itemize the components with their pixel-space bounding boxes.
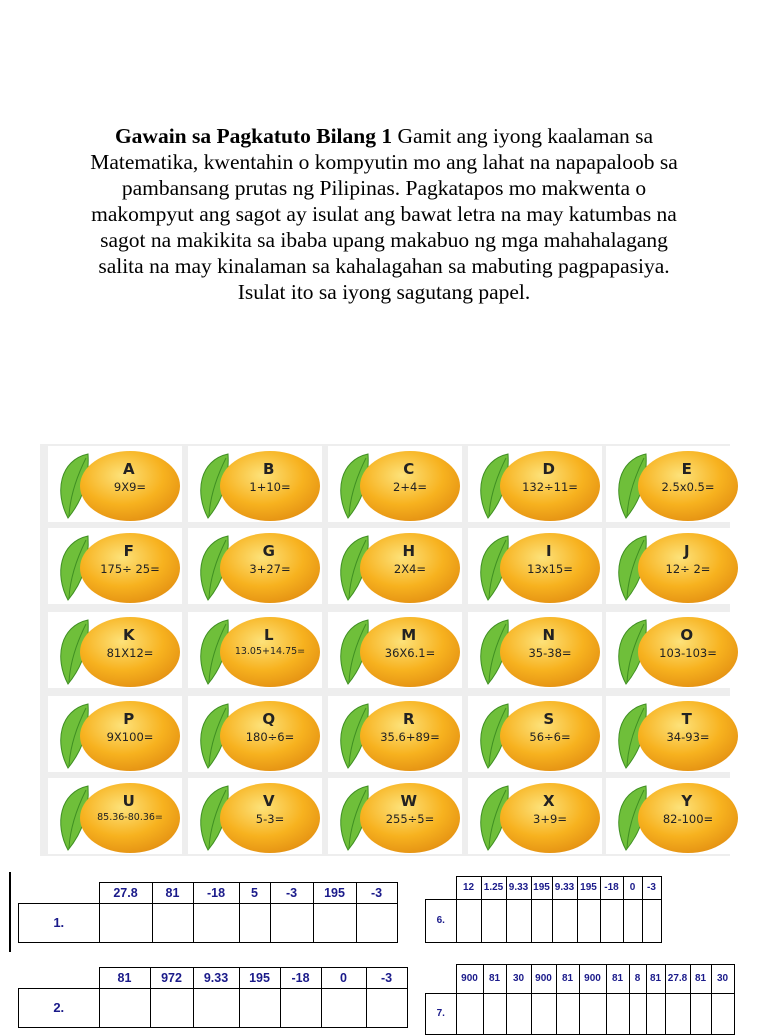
- table-cell: 195: [577, 877, 600, 900]
- mango-expression: 82-100=: [662, 812, 714, 826]
- mango-expression: 5-3=: [255, 812, 285, 826]
- mango-card-a: [48, 446, 182, 522]
- answer-cell[interactable]: [642, 899, 661, 942]
- instructions-body: Gamit ang iyong kaalaman sa Matematika, kwentahin o kompyutin mo ang lahat na napapaloob sa pambansang prutas ng Pilipinas. Pagkatapos mo makwenta o makompyut ang sagot ay isulat ang bawat letra na may katumbas na sagot na makikita sa ibaba upang makabuo ng mga mahahalagang salita na may kinalaman sa kahalagahan sa mabuting pagpapasiya. Isulat ito sa iyong sagutang papel.: [90, 124, 678, 304]
- table-cell: 81: [556, 965, 579, 994]
- answer-cell[interactable]: [690, 993, 711, 1034]
- mango-letter: C: [403, 460, 415, 478]
- mango-card-b: [188, 446, 322, 522]
- answer-cell[interactable]: [556, 993, 579, 1034]
- table-cell: 9.33: [193, 968, 239, 989]
- mango-letter: F: [123, 542, 135, 560]
- mango-expression: 81X12=: [106, 646, 154, 660]
- mango-card-i: [468, 528, 602, 604]
- mango-letter: V: [262, 792, 276, 810]
- table-6-answer-row: [426, 899, 662, 942]
- mango-card-c: [328, 446, 462, 522]
- mango-letter: G: [262, 542, 276, 560]
- answer-cell[interactable]: [152, 903, 193, 942]
- mango-expression: 13.05+14.75=: [234, 646, 306, 657]
- mango-card-q: [188, 696, 322, 772]
- instructions-paragraph: [84, 123, 684, 305]
- mango-expression: 9X100=: [106, 730, 154, 744]
- answer-table-2: [18, 967, 408, 1028]
- mango-letter: J: [683, 542, 691, 560]
- mango-letter: O: [680, 626, 694, 644]
- mango-row: [40, 526, 730, 602]
- mango-expression: 255÷5=: [385, 812, 435, 826]
- table-cell: 30: [711, 965, 734, 994]
- table-2-answer-row: [19, 988, 408, 1027]
- answer-cell[interactable]: [711, 993, 734, 1034]
- table-cell: 12: [456, 877, 481, 900]
- mango-card-k: [48, 612, 182, 688]
- mango-letter: L: [263, 626, 275, 644]
- answer-cell[interactable]: [646, 993, 665, 1034]
- answer-cell[interactable]: [481, 899, 506, 942]
- mango-expression: 2.5x0.5=: [661, 480, 715, 494]
- mango-card-s: [468, 696, 602, 772]
- mango-expression: 2X4=: [393, 562, 427, 576]
- table-cell: -3: [366, 968, 407, 989]
- table-6-label: 6.: [426, 899, 457, 942]
- table-cell: [19, 883, 100, 904]
- mango-card-u: [48, 778, 182, 854]
- table-cell: 81: [483, 965, 506, 994]
- answer-cell[interactable]: [99, 988, 150, 1027]
- table-cell: 9.33: [506, 877, 531, 900]
- mango-expression: 175÷ 25=: [100, 562, 160, 576]
- mango-card-p: [48, 696, 182, 772]
- table-cell: [19, 968, 100, 989]
- mango-card-l: [188, 612, 322, 688]
- answer-cell[interactable]: [270, 903, 313, 942]
- table-cell: 0: [623, 877, 642, 900]
- mango-expression: 103-103=: [659, 646, 717, 660]
- mango-card-w: [328, 778, 462, 854]
- mango-card-y: [606, 778, 740, 854]
- table-cell: -3: [642, 877, 661, 900]
- mango-expression: 34-93=: [666, 730, 710, 744]
- table-1-margin-line: [9, 872, 11, 952]
- table-cell: 900: [579, 965, 606, 994]
- table-cell: 9.33: [552, 877, 577, 900]
- table-cell: 195: [313, 883, 356, 904]
- mango-row: [40, 776, 730, 852]
- answer-cell[interactable]: [239, 903, 270, 942]
- mango-card-n: [468, 612, 602, 688]
- mango-expression: 35.6+89=: [380, 730, 440, 744]
- table-cell: 900: [531, 965, 556, 994]
- answer-cell[interactable]: [193, 988, 239, 1027]
- answer-cell[interactable]: [552, 899, 577, 942]
- mango-expression: 13x15=: [527, 562, 573, 576]
- table-2-label: 2.: [19, 988, 100, 1027]
- table-cell: 195: [531, 877, 552, 900]
- mango-row: [40, 694, 730, 770]
- mango-letter: M: [401, 626, 417, 644]
- mango-letter: U: [122, 792, 136, 810]
- answer-cell[interactable]: [456, 899, 481, 942]
- mango-card-o: [606, 612, 740, 688]
- mango-expression: 85.36-80.36=: [97, 812, 163, 823]
- answer-cell[interactable]: [456, 993, 483, 1034]
- table-1-label: 1.: [19, 903, 100, 942]
- table-cell: 81: [606, 965, 629, 994]
- mango-letter: Q: [262, 710, 276, 728]
- answer-cell[interactable]: [99, 903, 152, 942]
- table-cell: 5: [239, 883, 270, 904]
- mango-expression: 2+4=: [393, 480, 427, 494]
- mango-expression: 36X6.1=: [384, 646, 436, 660]
- answer-cell[interactable]: [506, 899, 531, 942]
- mango-card-e: [606, 446, 740, 522]
- mango-letter: W: [400, 792, 418, 810]
- table-cell: -18: [193, 883, 239, 904]
- table-cell: 195: [239, 968, 280, 989]
- mango-expression: 56÷6=: [529, 730, 571, 744]
- mango-letter: T: [681, 710, 693, 728]
- table-cell: 8: [629, 965, 646, 994]
- mango-expression: 35-38=: [528, 646, 572, 660]
- mango-row: [40, 444, 730, 520]
- mango-expression: 1+10=: [249, 480, 291, 494]
- mango-expression: 132÷11=: [522, 480, 578, 494]
- table-cell: [426, 877, 457, 900]
- answer-cell[interactable]: [280, 988, 321, 1027]
- mango-letter: I: [545, 542, 553, 560]
- mango-card-m: [328, 612, 462, 688]
- mango-letter: H: [402, 542, 416, 560]
- answer-cell[interactable]: [579, 993, 606, 1034]
- mango-letter: B: [263, 460, 275, 478]
- table-7-label: 7.: [426, 993, 457, 1034]
- answer-cell[interactable]: [629, 993, 646, 1034]
- answer-cell[interactable]: [150, 988, 193, 1027]
- answer-table-1: [18, 882, 398, 943]
- table-cell: 81: [646, 965, 665, 994]
- mango-card-g: [188, 528, 322, 604]
- answer-cell[interactable]: [193, 903, 239, 942]
- answer-cell[interactable]: [665, 993, 690, 1034]
- table-1-answer-row: [19, 903, 398, 942]
- answer-cell[interactable]: [239, 988, 280, 1027]
- answer-cell[interactable]: [531, 899, 552, 942]
- answer-cell[interactable]: [577, 899, 600, 942]
- table-cell: 27.8: [665, 965, 690, 994]
- answer-cell[interactable]: [321, 988, 366, 1027]
- mango-card-j: [606, 528, 740, 604]
- mango-row: [40, 610, 730, 686]
- table-cell: 27.8: [99, 883, 152, 904]
- mango-card-f: [48, 528, 182, 604]
- answer-cell[interactable]: [506, 993, 531, 1034]
- answer-cell[interactable]: [600, 899, 623, 942]
- table-cell: -18: [600, 877, 623, 900]
- mango-letter: P: [123, 710, 135, 728]
- table-2-values-row: [19, 968, 408, 989]
- mango-letter: D: [542, 460, 556, 478]
- answer-cell[interactable]: [606, 993, 629, 1034]
- mango-expression: 3+27=: [249, 562, 291, 576]
- mango-expression: 9X9=: [113, 480, 147, 494]
- mango-letter: R: [402, 710, 416, 728]
- mango-card-d: [468, 446, 602, 522]
- answer-cell[interactable]: [531, 993, 556, 1034]
- table-1-values-row: [19, 883, 398, 904]
- mango-letter: N: [542, 626, 556, 644]
- table-7-values-row: [426, 965, 735, 994]
- table-cell: 0: [321, 968, 366, 989]
- mango-letter: Y: [681, 792, 693, 810]
- answer-cell[interactable]: [356, 903, 397, 942]
- mango-letter: S: [543, 710, 555, 728]
- answer-table-6: [425, 876, 662, 943]
- mango-expression: 3+9=: [533, 812, 567, 826]
- table-6-values-row: [426, 877, 662, 900]
- answer-cell[interactable]: [623, 899, 642, 942]
- mango-card-x: [468, 778, 602, 854]
- table-cell: 900: [456, 965, 483, 994]
- mango-grid: [40, 444, 730, 856]
- answer-cell[interactable]: [483, 993, 506, 1034]
- table-cell: -3: [356, 883, 397, 904]
- mango-card-v: [188, 778, 322, 854]
- mango-card-r: [328, 696, 462, 772]
- mango-letter: X: [542, 792, 556, 810]
- answer-cell[interactable]: [313, 903, 356, 942]
- table-cell: 81: [690, 965, 711, 994]
- table-cell: -18: [280, 968, 321, 989]
- mango-expression: 180÷6=: [245, 730, 295, 744]
- table-cell: [426, 965, 457, 994]
- mango-expression: 12÷ 2=: [665, 562, 711, 576]
- table-cell: -3: [270, 883, 313, 904]
- table-7-answer-row: [426, 993, 735, 1034]
- table-cell: 972: [150, 968, 193, 989]
- mango-letter: E: [681, 460, 693, 478]
- answer-cell[interactable]: [366, 988, 407, 1027]
- table-cell: 1.25: [481, 877, 506, 900]
- mango-card-t: [606, 696, 740, 772]
- table-cell: 30: [506, 965, 531, 994]
- mango-card-h: [328, 528, 462, 604]
- activity-title: Gawain sa Pagkatuto Bilang 1: [114, 124, 393, 148]
- mango-letter: A: [122, 460, 136, 478]
- table-cell: 81: [99, 968, 150, 989]
- table-cell: 81: [152, 883, 193, 904]
- mango-letter: K: [122, 626, 136, 644]
